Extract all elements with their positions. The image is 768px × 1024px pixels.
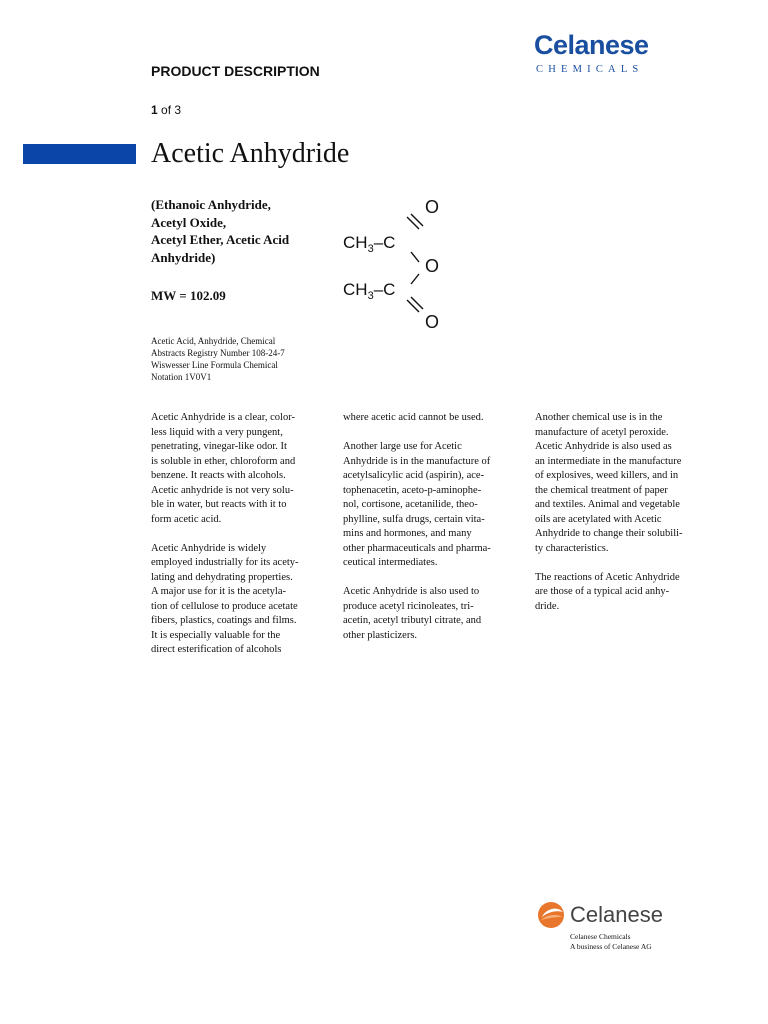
- footer-tagline: [570, 932, 686, 951]
- title-accent-bar: [23, 144, 136, 164]
- body-line: Acetic anhydride is not very solu-: [151, 484, 294, 496]
- logo-brand-text: Celanese: [534, 30, 649, 60]
- body-line: of explosives, weed killers, and in: [535, 470, 679, 481]
- registry-line: Wiswesser Line Formula Chemical: [151, 360, 278, 370]
- body-line: A major use for it is the acetyla-: [151, 586, 286, 597]
- celanese-swirl-icon: [536, 900, 566, 930]
- oxygen-bridge: O: [425, 256, 440, 276]
- logo-sub-text: CHEMICALS: [536, 64, 644, 75]
- body-line: is soluble in ether, chloroform and: [151, 455, 296, 467]
- body-line: Acetic Anhydride is widely: [151, 542, 267, 554]
- body-line: ceutical intermediates.: [343, 557, 438, 568]
- synonym-line: Anhydride): [151, 249, 216, 265]
- double-bond-bottom-b: [411, 297, 423, 309]
- body-line: acetin, acetyl tributyl citrate, and: [343, 615, 482, 626]
- body-paragraph: [343, 411, 518, 426]
- body-line: fibers, plastics, coatings and films.: [151, 615, 297, 626]
- page-total: of 3: [157, 103, 182, 117]
- product-title: Acetic Anhydride: [151, 138, 350, 169]
- body-line: tion of cellulose to produce acetate: [151, 600, 298, 612]
- text-column-3: [535, 411, 710, 629]
- body-line: manufacture of acetyl peroxide.: [535, 426, 669, 438]
- document-type-heading: PRODUCT DESCRIPTION: [151, 63, 320, 79]
- body-line: Acetic Anhydride is also used as: [535, 441, 672, 452]
- double-bond-top-b: [411, 214, 423, 226]
- celanese-footer-logo: [536, 898, 686, 951]
- body-line: Acetic Anhydride is also used to: [343, 586, 480, 597]
- text-column-2: [343, 411, 518, 658]
- body-line: benzene. It reacts with alcohols.: [151, 470, 286, 481]
- body-paragraph: [343, 585, 518, 643]
- methyl-group-top: $CH_3-C$: [343, 233, 396, 255]
- synonym-line: Acetyl Ether, Acetic Acid: [151, 232, 290, 247]
- chemical-structure-diagram: [335, 190, 455, 340]
- body-line: tophenacetin, aceto-p-aminophe-: [343, 484, 482, 496]
- body-line: are those of a typical acid anhy-: [535, 586, 670, 597]
- single-bond-bottom: [411, 274, 419, 284]
- tagline-line: A business of Celanese AG: [570, 941, 652, 951]
- product-synonyms: [151, 196, 331, 266]
- body-line: and textiles. Animal and vegetable: [535, 499, 680, 510]
- body-line: It is especially valuable for the: [151, 629, 281, 641]
- body-line: lating and dehydrating properties.: [151, 571, 293, 583]
- body-line: dride.: [535, 600, 560, 612]
- body-line: form acetic acid.: [151, 513, 222, 525]
- registry-line: Abstracts Registry Number 108-24-7: [151, 348, 285, 358]
- text-column-1: [151, 411, 326, 672]
- celanese-chemicals-logo: [534, 30, 674, 75]
- body-line: other plasticizers.: [343, 629, 418, 641]
- body-line: ty characteristics.: [535, 542, 609, 554]
- double-bond-top-a: [407, 217, 419, 229]
- single-bond-top: [411, 252, 419, 262]
- body-line: Another chemical use is in the: [535, 412, 663, 423]
- page-counter: [151, 103, 181, 117]
- body-line: Anhydride to change their solubili-: [535, 528, 683, 539]
- footer-brand-text: Celanese: [570, 902, 663, 927]
- body-paragraph: [151, 411, 326, 527]
- registry-line: Notation 1V0V1: [151, 372, 212, 382]
- double-bond-bottom-a: [407, 300, 419, 312]
- body-line: Another large use for Acetic: [343, 441, 462, 452]
- body-line: Acetic Anhydride is a clear, color-: [151, 412, 295, 423]
- registry-info: [151, 335, 321, 383]
- body-line: penetrating, vinegar-like odor. It: [151, 441, 287, 452]
- oxygen-bottom: O: [425, 312, 440, 332]
- body-line: oils are acetylated with Acetic: [535, 513, 662, 525]
- page-current: 1: [151, 103, 158, 117]
- body-line: produce acetyl ricinoleates, tri-: [343, 600, 474, 612]
- body-paragraph: [151, 542, 326, 658]
- registry-line: Acetic Acid, Anhydride, Chemical: [151, 336, 276, 346]
- body-line: Anhydride is in the manufacture of: [343, 455, 491, 467]
- body-line: the chemical treatment of paper: [535, 484, 668, 496]
- body-line: direct esterification of alcohols: [151, 644, 282, 655]
- body-line: nol, cortisone, acetanilide, theo-: [343, 499, 478, 510]
- tagline-line: Celanese Chemicals: [570, 932, 631, 941]
- methyl-group-bottom: $CH_3-C$: [343, 280, 396, 302]
- body-line: mins and hormones, and many: [343, 528, 472, 539]
- body-line: less liquid with a very pungent,: [151, 426, 283, 438]
- body-line: other pharmaceuticals and pharma-: [343, 542, 491, 554]
- oxygen-top: O: [425, 197, 440, 217]
- body-line: employed industrially for its acety-: [151, 557, 299, 568]
- body-line: where acetic acid cannot be used.: [343, 412, 484, 423]
- body-paragraph: [535, 571, 710, 615]
- body-line: phylline, sulfa drugs, certain vita-: [343, 513, 485, 525]
- molecular-weight: MW = 102.09: [151, 288, 226, 303]
- body-line: ble in water, but reacts with it to: [151, 499, 287, 510]
- body-line: The reactions of Acetic Anhydride: [535, 571, 680, 583]
- synonym-line: (Ethanoic Anhydride,: [151, 197, 271, 212]
- body-line: an intermediate in the manufacture: [535, 455, 682, 467]
- body-line: acetylsalicylic acid (aspirin), ace-: [343, 470, 485, 481]
- synonym-line: Acetyl Oxide,: [151, 214, 227, 230]
- body-paragraph: [535, 411, 710, 556]
- body-paragraph: [343, 440, 518, 571]
